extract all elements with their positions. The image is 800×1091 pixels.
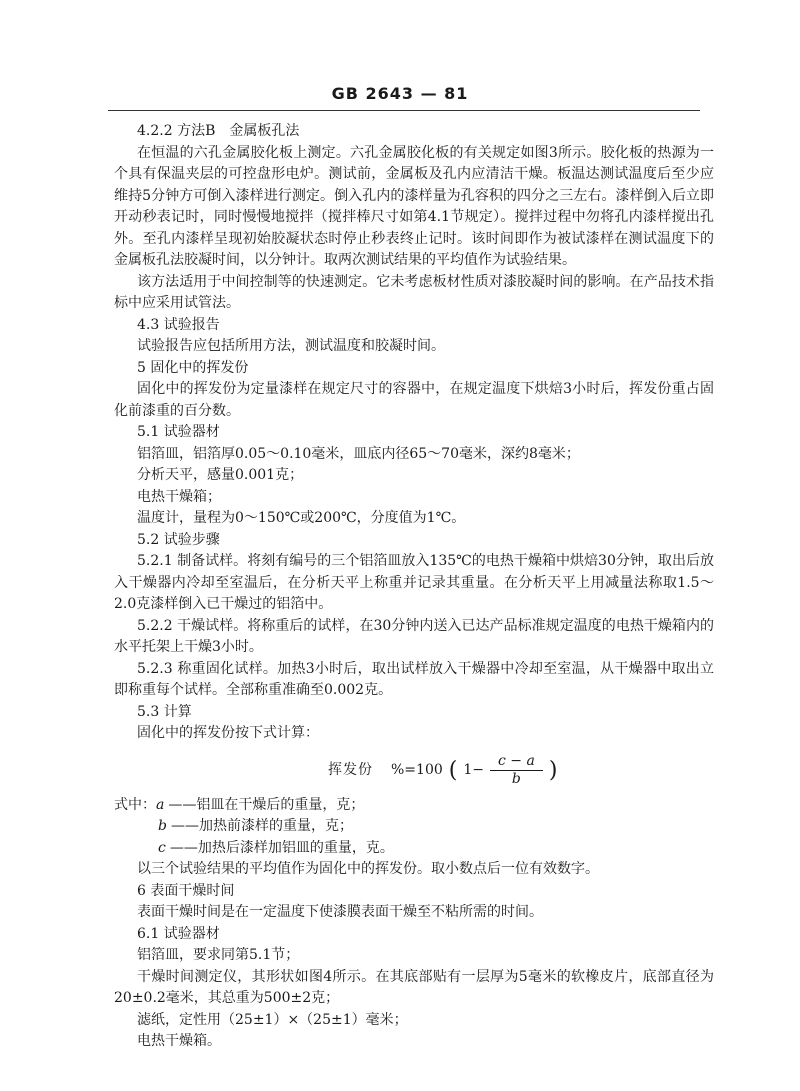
body-paragraphs-after bbox=[114, 859, 714, 1053]
section-heading: 6.1 试验器材 bbox=[137, 925, 220, 942]
paragraph: 固化中的挥发份按下式计算： bbox=[137, 725, 319, 741]
definition-b bbox=[114, 816, 714, 838]
body-paragraphs-before bbox=[114, 121, 714, 745]
definition-var: b bbox=[158, 818, 167, 834]
section-heading: 4.2.2 方法B 金属板孔法 bbox=[137, 123, 300, 139]
formula-one-minus: 1− bbox=[463, 761, 484, 778]
paragraph: 试验报告应包括所用方法，测试温度和胶凝时间。 bbox=[137, 338, 445, 354]
paragraph: 以三个试验结果的平均值作为固化中的挥发份。取小数点后一位有效数字。 bbox=[137, 861, 599, 877]
paragraph: 在恒温的六孔金属胶化板上测定。六孔金属胶化板的有关规定如图3所示。胶化板的热源为一个具有保温夹层的可控盘形电炉。测试前，金属板及孔内应清洁干燥。板温达测试温度后至少应维持5分钟方可倒入漆样进行测定。倒入孔内的漆样量为孔容积的四分之三左右。漆样倒入后立即开动秒表记时，同时慢慢地搅拌（搅拌棒尺寸如第4.1节规定）。搅拌过程中勿将孔内漆样搅出孔外。至孔内漆样呈现初始胶凝状态时停止秒表终止记时。该时间即作为被试漆样在测试温度下的金属板孔法胶凝时间，以分钟计。取两次测试结果的平均值作为试验结果。 bbox=[114, 144, 714, 268]
formula-open-paren: ( bbox=[448, 757, 458, 783]
document-body bbox=[114, 121, 714, 1053]
formula-close-paren: ) bbox=[548, 757, 558, 783]
paragraph: 5.2.2 干燥试样。将称重后的试样，在30分钟内送入已达产品标准规定温度的电热干燥箱内的水平托架上干燥3小时。 bbox=[114, 617, 714, 655]
formula-denominator: b bbox=[511, 771, 521, 787]
paragraph: 表面干燥时间是在一定温度下使漆膜表面干燥至不粘所需的时间。 bbox=[137, 904, 543, 920]
section-heading: 4.3 试验报告 bbox=[137, 316, 220, 333]
paragraph: 电热干燥箱； bbox=[137, 488, 221, 505]
paragraph: 分析天平，感量0.001克； bbox=[137, 467, 304, 483]
paragraph: 电热干燥箱。 bbox=[137, 1033, 221, 1049]
paragraph: 铝箔皿，要求同第5.1节； bbox=[137, 947, 300, 963]
header-rule bbox=[108, 110, 700, 111]
definition-var: a bbox=[156, 796, 165, 813]
paragraph: 固化中的挥发份为定量漆样在规定尺寸的容器中，在规定温度下烘焙3小时后，挥发份重占固化前漆重的百分数。 bbox=[114, 381, 714, 419]
definition-text: ——铝皿在干燥后的重量，克； bbox=[168, 796, 365, 813]
definition-text: ——加热后漆样加铝皿的重量，克。 bbox=[169, 839, 394, 856]
paragraph: 该方法适用于中间控制等的快速测定。它未考虑板材性质对漆胶凝时间的影响。在产品技术指标中应采用试管法。 bbox=[114, 273, 714, 311]
section-heading: 5 固化中的挥发份 bbox=[137, 359, 249, 376]
paragraph: 5.2.3 称重固化试样。加热3小时后，取出试样放入干燥器中冷却至室温，从干燥器中取出立即称重每个试样。全部称重准确至0.002克。 bbox=[114, 660, 714, 698]
formula-numerator: c − a bbox=[490, 753, 543, 771]
volatile-formula bbox=[114, 751, 714, 791]
definition-a bbox=[114, 795, 714, 817]
formula-percent: %=100 bbox=[391, 761, 443, 778]
paragraph: 干燥时间测定仪，其形状如图4所示。在其底部贴有一层厚为5毫米的软橡皮片，底部直径为20±0.2毫米，其总重为500±2克； bbox=[114, 968, 714, 1006]
definition-text: ——加热前漆样的重量，克； bbox=[170, 818, 353, 834]
section-heading: 5.2 试验步骤 bbox=[137, 531, 220, 548]
formula-fraction bbox=[490, 753, 543, 788]
definition-var: c bbox=[158, 839, 166, 856]
paragraph: 铝箔皿，铝箔厚0.05～0.10毫米，皿底内径65～70毫米，深约8毫米； bbox=[137, 445, 580, 462]
formula-definitions bbox=[114, 795, 714, 860]
paragraph: 滤纸，定性用（25±1）×（25±1）毫米； bbox=[137, 1011, 408, 1028]
document-header: GB 2643 — 81 bbox=[331, 84, 469, 103]
section-heading: 5.3 计算 bbox=[137, 703, 192, 720]
definition-c bbox=[114, 838, 714, 860]
definition-lead: 式中： bbox=[114, 796, 156, 813]
paragraph: 5.2.1 制备试样。将刻有编号的三个铝箔皿放入135℃的电热干燥箱中烘焙30分钟，取出后放入干燥器内冷却至室温后，在分析天平上称重并记录其重量。在分析天平上用减量法称取1.5～2.0克漆样倒入已干燥过的铝箔中。 bbox=[114, 553, 714, 612]
section-heading: 5.1 试验器材 bbox=[137, 424, 220, 440]
paragraph: 温度计，量程为0～150℃或200℃，分度值为1℃。 bbox=[137, 510, 466, 526]
section-heading: 6 表面干燥时间 bbox=[137, 882, 235, 899]
formula-lhs: 挥发份 bbox=[328, 761, 373, 778]
